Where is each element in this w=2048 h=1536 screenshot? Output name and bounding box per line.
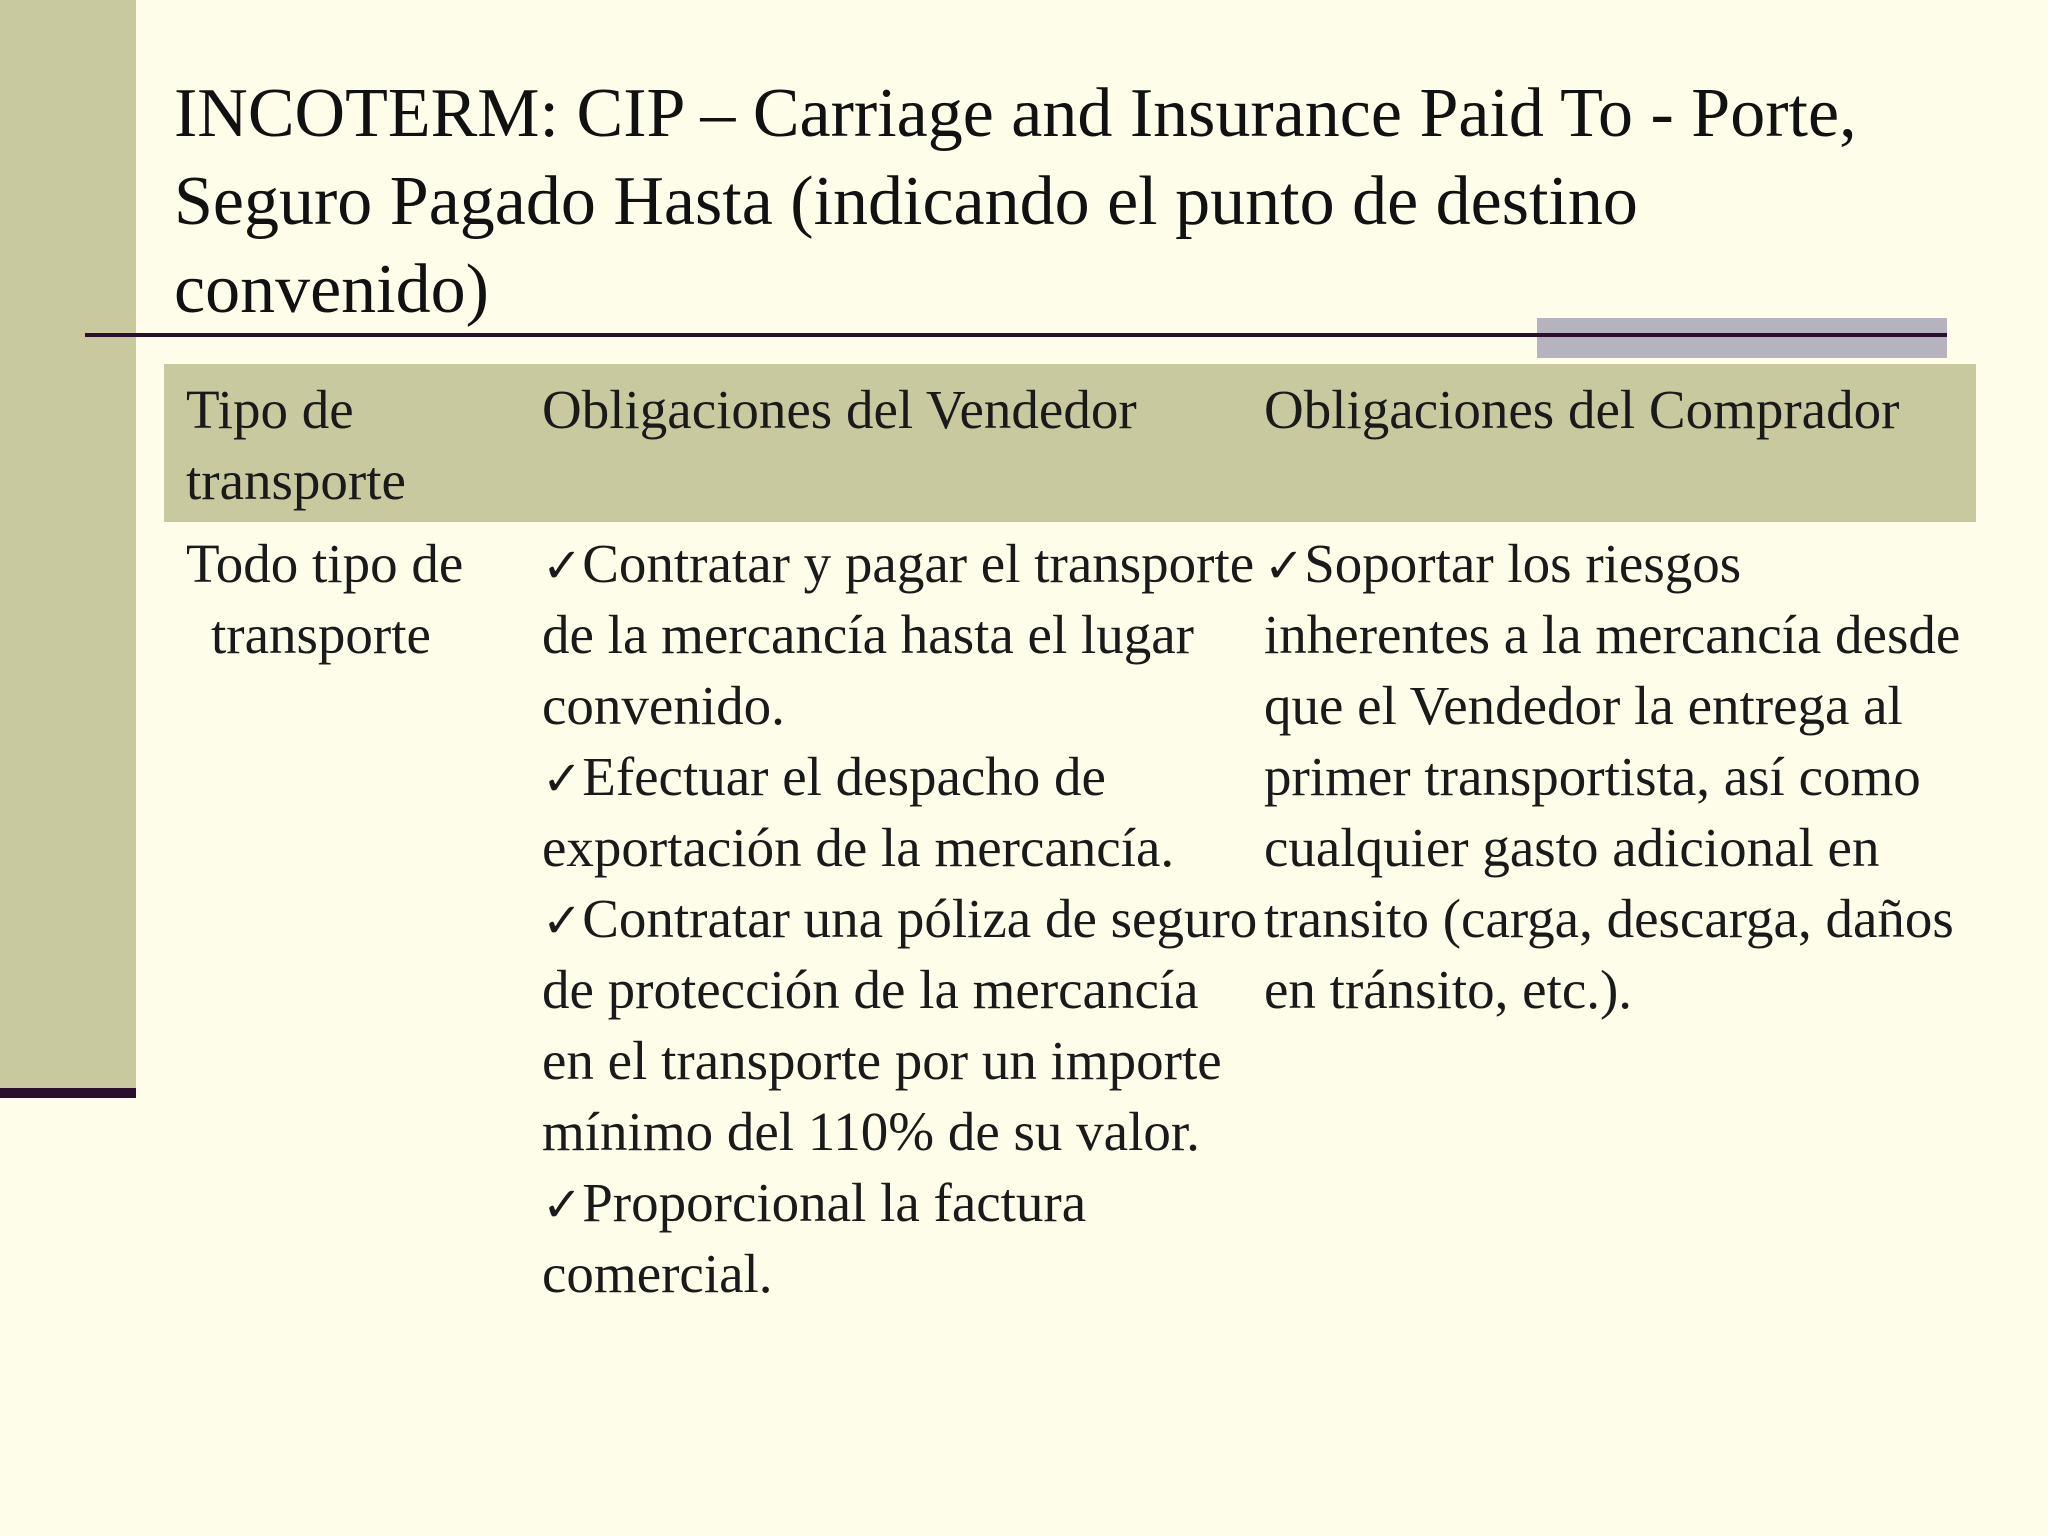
check-icon: ✓ (542, 1177, 583, 1233)
check-icon: ✓ (542, 893, 583, 949)
vendedor-list (542, 528, 1262, 1309)
cell-tipo-transporte: Todo tipo de transporte (186, 533, 464, 665)
vendedor-item-text: Contratar y pagar el transporte de la mercancía hasta el lugar convenido. (542, 533, 1255, 736)
left-decorative-band (0, 0, 136, 1088)
vendedor-item-text: Proporcional la factura comercial. (542, 1172, 1087, 1304)
list-item (542, 741, 1262, 883)
comprador-item-text: Soportar los riesgos inherentes a la mercancía desde que el Vendedor la entrega al primer transportista, así como cualquier gasto adicional en transito (carga, descarga, daños en tránsito, etc.). (1264, 533, 1961, 1020)
left-band-underline (0, 1088, 136, 1098)
vendedor-item-text: Efectuar el despacho de exportación de la mercancía. (542, 746, 1175, 878)
header-obligaciones-comprador: Obligaciones del Comprador (1264, 379, 1900, 440)
list-item (542, 883, 1262, 1167)
vendedor-item-text: Contratar una póliza de seguro de protección de la mercancía en el transporte por un importe mínimo del 110% de su valor. (542, 888, 1258, 1162)
comprador-list (1264, 528, 1964, 1025)
slide-title: INCOTERM: CIP – Carriage and Insurance Paid To - Porte, Seguro Pagado Hasta (indicando el punto de destino convenido) (174, 75, 1857, 328)
check-icon: ✓ (1264, 538, 1305, 594)
cell-obligaciones-comprador (1264, 528, 1964, 1025)
table-header-row (164, 364, 1976, 522)
check-icon: ✓ (542, 538, 583, 594)
list-item (1264, 528, 1964, 1025)
header-obligaciones-vendedor: Obligaciones del Vendedor (542, 379, 1137, 440)
title-accent-line (1537, 333, 1947, 337)
list-item (542, 528, 1262, 741)
header-tipo-transporte: Tipo de transporte (186, 379, 406, 511)
title-accent-block (1537, 318, 1947, 358)
cell-obligaciones-vendedor (542, 528, 1262, 1309)
list-item (542, 1167, 1262, 1309)
check-icon: ✓ (542, 751, 583, 807)
table-row (164, 522, 1976, 1522)
incoterm-table (164, 364, 1976, 1522)
